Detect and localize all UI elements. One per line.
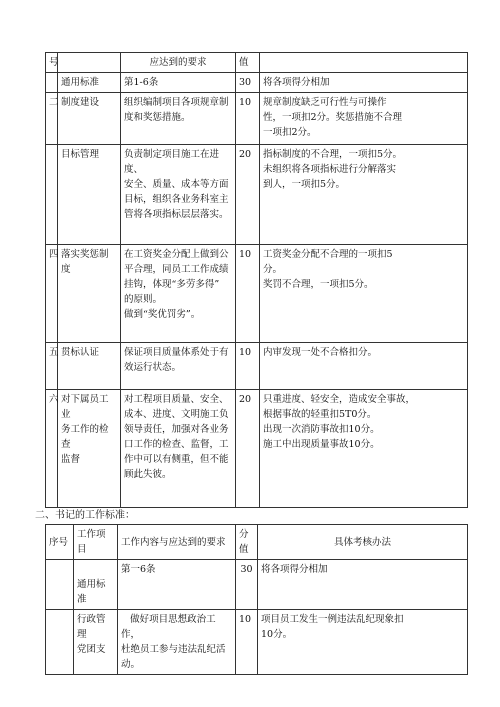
header-method: 具体考核办法 xyxy=(258,525,468,560)
row-item: 行政管理 党团支 xyxy=(74,610,118,675)
section-title: 二、书记的工作标准： xyxy=(35,510,135,521)
row-score: 20 xyxy=(236,145,260,245)
row-method: 指标制度的不合理，一项扣5分。 未组织将各项指标进行分解落实 到人，一项扣5分。 xyxy=(260,145,468,245)
table-row xyxy=(46,560,468,610)
table-header-row xyxy=(46,53,468,73)
row-no xyxy=(46,145,58,245)
row-item: 目标管理 xyxy=(58,145,121,245)
row-score: 10 xyxy=(236,610,258,675)
row-method: 将各项得分相加 xyxy=(258,560,468,610)
header-item: 工作项目 xyxy=(74,525,118,560)
row-requirement: 在工资奖金分配上做到公 平合理，同员工工作成绩 挂钩，体现“多劳多得” 的原则。 做到“奖优罚劣”。 xyxy=(121,245,236,343)
row-item: 对下属员工业 务工作的检查 监督 xyxy=(58,390,121,508)
table-row xyxy=(46,93,468,145)
row-no: 六 xyxy=(46,390,58,508)
row-item: 通用标准 xyxy=(58,73,121,93)
row-item: 通用标准 xyxy=(74,560,118,610)
table-header-row xyxy=(46,525,468,560)
row-requirement: 负责制定项目施工在进度、 安全、质量、成本等方面 目标，组织各业务科室主 管将各项指标层层落实。 xyxy=(121,145,236,245)
row-no: 二 xyxy=(46,93,58,145)
row-requirement: 组织编制项目各项规章制 度和奖惩措施。 xyxy=(121,93,236,145)
row-method: 内审发现一处不合格扣分。 xyxy=(260,343,468,390)
row-no: 四 xyxy=(46,245,58,343)
table-row xyxy=(46,145,468,245)
row-item: 贯标认证 xyxy=(58,343,121,390)
header-content: 工作内容与应达到的要求 xyxy=(118,525,236,560)
row-requirement: 第1-6条 xyxy=(121,73,236,93)
row-no xyxy=(46,73,58,93)
row-score: 10 xyxy=(236,245,260,343)
row-score: 30 xyxy=(236,560,258,610)
assessment-table-1 xyxy=(45,52,468,508)
header-item xyxy=(58,53,121,73)
header-no: 序号 xyxy=(46,525,74,560)
row-method: 项目员工发生一例违法乱纪现象扣 10分。 xyxy=(258,610,468,675)
row-item: 落实奖惩制度 xyxy=(58,245,121,343)
table-row xyxy=(46,343,468,390)
header-method xyxy=(260,53,468,73)
row-no: 五 xyxy=(46,343,58,390)
row-content: 做好项目思想政治工作， 杜绝员工参与违法乱纪活 动。 xyxy=(118,610,236,675)
table-row xyxy=(46,245,468,343)
row-content: 第一6条 xyxy=(118,560,236,610)
assessment-table-2 xyxy=(45,524,468,675)
row-requirement: 对工程项目质量、安全、 成本、进度、文明施工负 领导责任，加强对各业务 口工作的检查、监督，工 作中可以有侧重，但不能 顾此失彼。 xyxy=(121,390,236,508)
header-requirement: 应达到的要求 xyxy=(121,53,236,73)
table-row xyxy=(46,73,468,93)
row-method: 工资奖金分配不合理的一项扣5 分。 奖罚不合理，一项扣5分。 xyxy=(260,245,468,343)
header-no: 号 xyxy=(46,53,58,73)
row-score: 30 xyxy=(236,73,260,93)
row-score: 10 xyxy=(236,343,260,390)
row-method: 只重进度、轻安全，造成安全事故， 根据事故的轻重扣5T0分。 出现一次消防事故扣10分。 施工中出现质量事故10分。 xyxy=(260,390,468,508)
row-no xyxy=(46,610,74,675)
row-method: 规章制度缺乏可行性与可操作 性，一项扣2分。奖惩措施不合理 一项扣2分。 xyxy=(260,93,468,145)
header-score: 分值 xyxy=(236,525,258,560)
row-no xyxy=(46,560,74,610)
table-row xyxy=(46,390,468,508)
row-requirement: 保证项目质量体系处于有 效运行状态。 xyxy=(121,343,236,390)
row-score: 20 xyxy=(236,390,260,508)
row-score: 10 xyxy=(236,93,260,145)
row-item: 制度建设 xyxy=(58,93,121,145)
row-method: 将各项得分相加 xyxy=(260,73,468,93)
table-row xyxy=(46,610,468,675)
header-score: 值 xyxy=(236,53,260,73)
